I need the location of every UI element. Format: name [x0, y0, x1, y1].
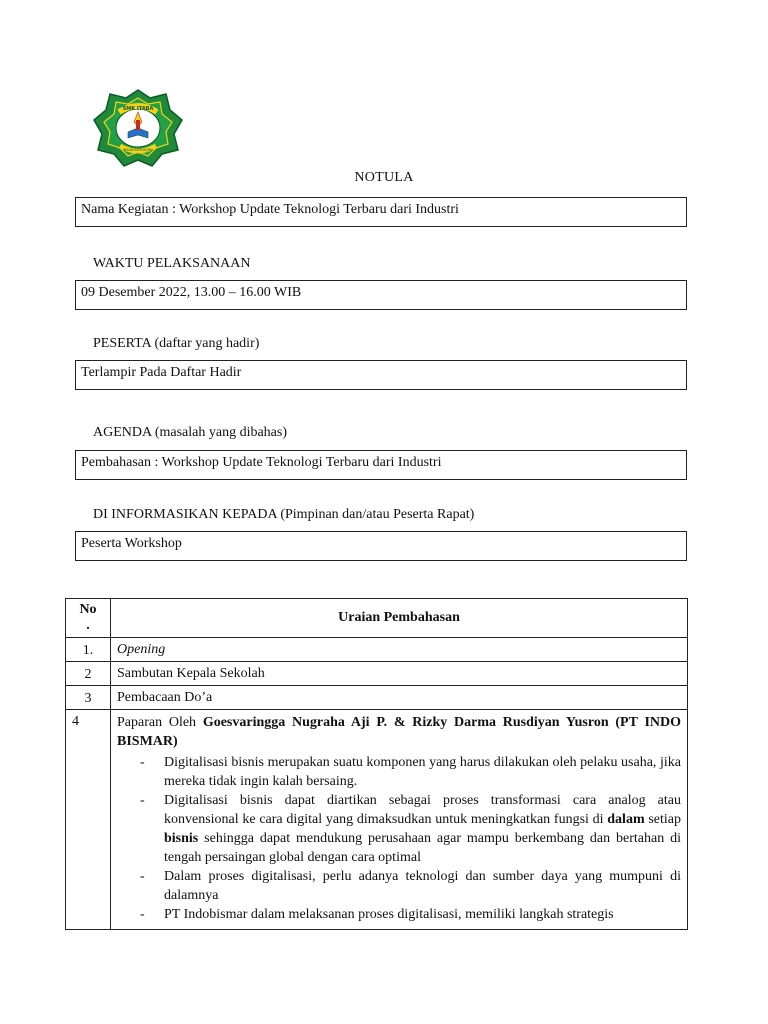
- info-box: [75, 531, 687, 561]
- svg-text:SMK ITABA: SMK ITABA: [122, 106, 154, 112]
- list-item: - Dalam proses digitalisasi, perlu adanya teknologi dan sumber daya yang mumpuni di dalamnya: [140, 869, 681, 903]
- row-text: Opening: [111, 638, 688, 662]
- row-content-clip: [117, 713, 681, 929]
- svg-text:INSAN BERTAQWA: INSAN BERTAQWA: [122, 148, 154, 152]
- row-text: Pembacaan Do’a: [111, 686, 688, 710]
- school-logo: [92, 88, 184, 168]
- waktu-value: 09 Desember 2022, 13.00 – 16.00 WIB: [81, 285, 302, 300]
- header-uraian: Uraian Pembahasan: [111, 599, 688, 638]
- row-number: 1.: [66, 638, 111, 662]
- row-content: [111, 710, 688, 930]
- list-item: - PT Indobismar dalam melaksanan proses digitalisasi, memiliki langkah strategis: [140, 907, 614, 922]
- list-item: - Digitalisasi bisnis merupakan suatu komponen yang harus dilakukan oleh pelaku usaha, jika mereka tidak ingin kalah bersaing.: [140, 755, 681, 789]
- nama-kegiatan-box: [75, 197, 687, 227]
- school-emblem-icon: [92, 88, 184, 168]
- bullet-list: [117, 753, 681, 924]
- table-row: [66, 710, 688, 930]
- document-title: NOTULA: [354, 170, 414, 185]
- table-row: [66, 662, 688, 686]
- peserta-box: [75, 360, 687, 390]
- agenda-box: [75, 450, 687, 480]
- uraian-table: [65, 598, 688, 930]
- info-value: Peserta Workshop: [81, 536, 182, 551]
- agenda-label: AGENDA (masalah yang dibahas): [93, 425, 288, 440]
- waktu-box: [75, 280, 687, 310]
- agenda-value: Pembahasan : Workshop Update Teknologi Terbaru dari Industri: [81, 455, 442, 470]
- table-row: [66, 686, 688, 710]
- info-label: DI INFORMASIKAN KEPADA (Pimpinan dan/atau Peserta Rapat): [93, 507, 475, 522]
- table-header-row: [66, 599, 688, 638]
- header-no: No .: [66, 599, 111, 638]
- presenter-line: Paparan Oleh Goesvaringga Nugraha Aji P. & Rizky Darma Rusdiyan Yusron (PT INDO BISMAR): [117, 715, 681, 749]
- nama-kegiatan-text: Nama Kegiatan : Workshop Update Teknologi Terbaru dari Industri: [81, 202, 459, 217]
- row-number: 2: [66, 662, 111, 686]
- list-item: - Digitalisasi bisnis dapat diartikan sebagai proses transformasi cara analog atau konvensional ke cara digital yang dimaksudkan untuk meningkatkan fungsi di dalam setiap bisnis sehingga dapat mendukung perusahaan agar mampu berkembang dan bertahan di tengah persaingan global dengan cara optimal: [140, 793, 681, 865]
- row-number: 3: [66, 686, 111, 710]
- row-number: 4: [66, 710, 111, 930]
- table-row: [66, 638, 688, 662]
- peserta-label: PESERTA (daftar yang hadir): [93, 336, 260, 351]
- row-text: Sambutan Kepala Sekolah: [111, 662, 688, 686]
- waktu-label: WAKTU PELAKSANAAN: [93, 256, 251, 271]
- peserta-value: Terlampir Pada Daftar Hadir: [81, 365, 242, 380]
